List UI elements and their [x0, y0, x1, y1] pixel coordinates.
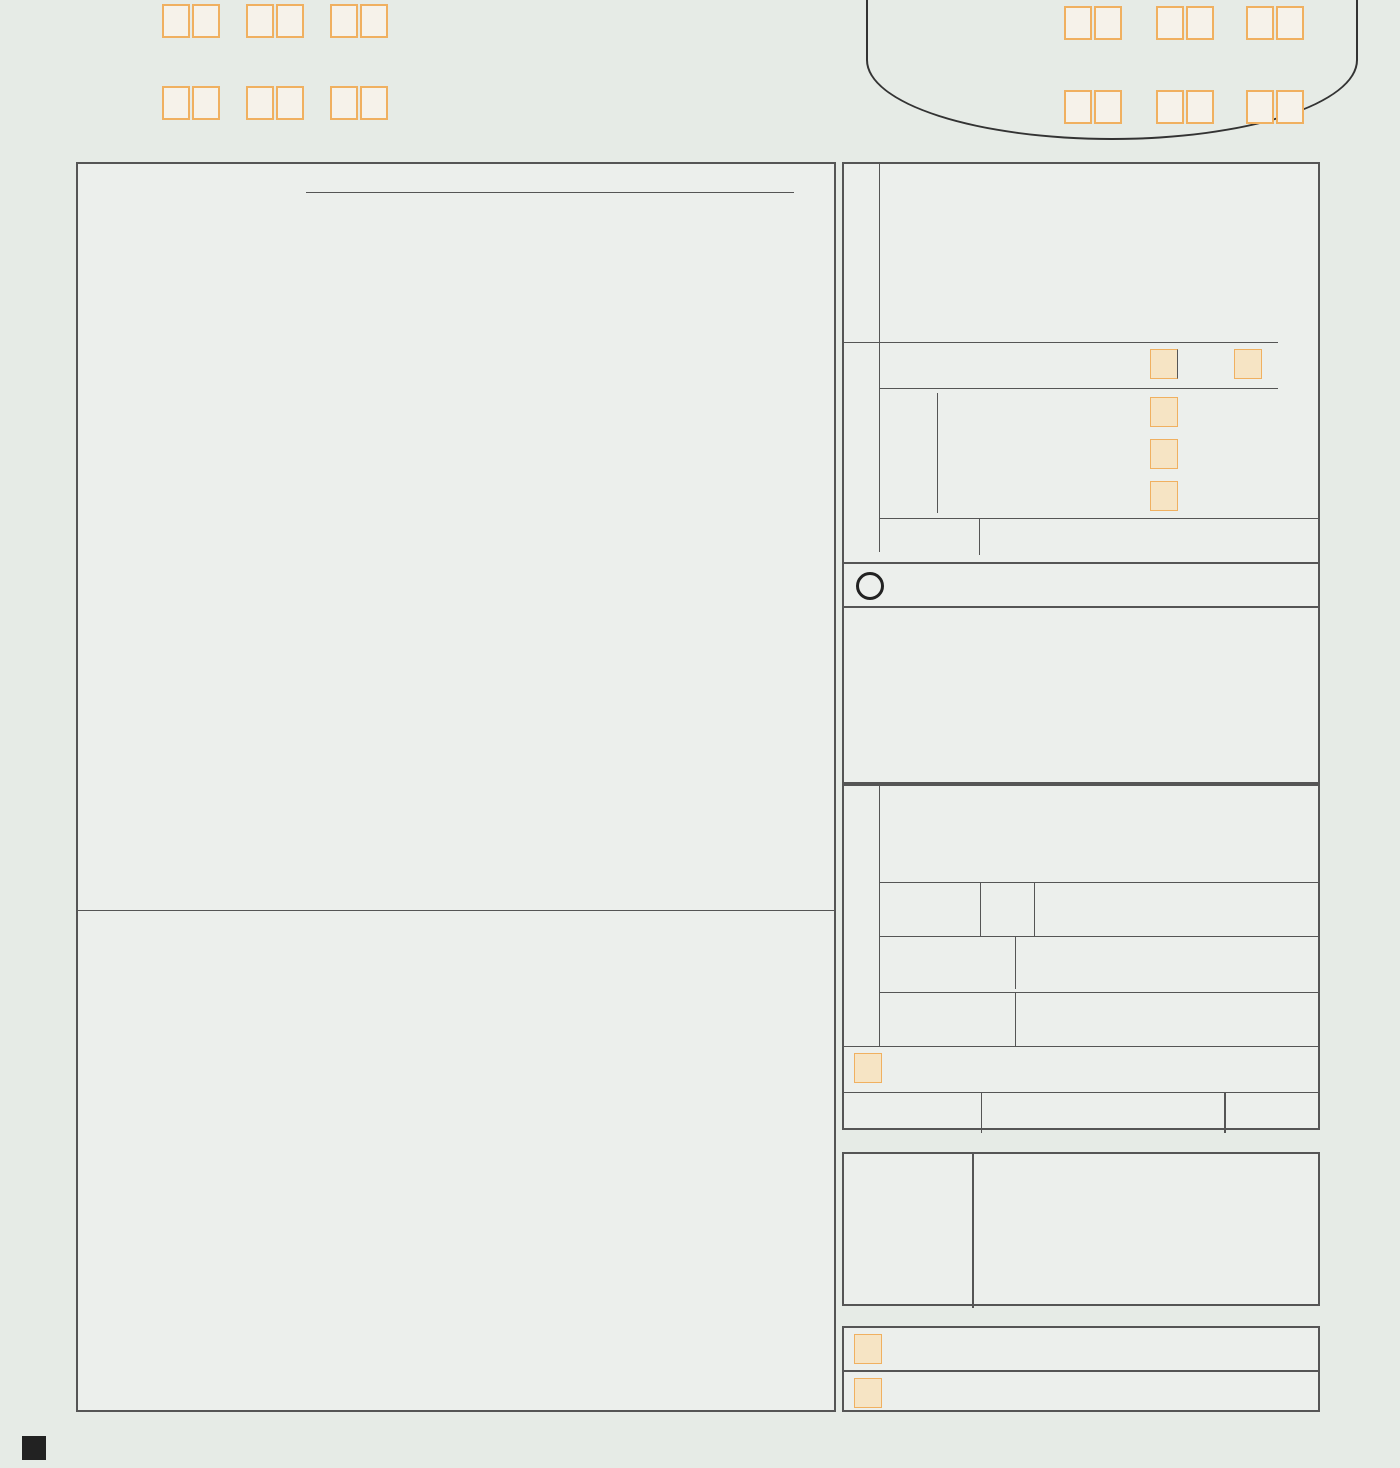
- interim-from-m1[interactable]: [1156, 6, 1184, 40]
- ref-special-checkbox[interactable]: [1150, 349, 1178, 379]
- period-from-day-box2[interactable]: [360, 4, 388, 38]
- bank-public-box[interactable]: [854, 1053, 882, 1083]
- period-to-month-box1[interactable]: [246, 86, 274, 120]
- bank-yucho: [882, 937, 1016, 989]
- ref-special-no-box[interactable]: [1234, 349, 1262, 379]
- bank-office-divider: [1224, 1093, 1226, 1133]
- ref-title: [844, 342, 880, 552]
- bank-account[interactable]: [1026, 883, 1035, 937]
- interim-to-d1[interactable]: [1246, 90, 1274, 124]
- ref-method-title: [880, 393, 938, 513]
- bank-public-row: [844, 1046, 1318, 1092]
- ref-special-row: [880, 342, 1278, 388]
- ref-m1-box[interactable]: [1150, 397, 1178, 427]
- interim-from-y1[interactable]: [1064, 6, 1092, 40]
- period-to-year-box1[interactable]: [162, 86, 190, 120]
- period-from-day-box1[interactable]: [330, 4, 358, 38]
- bank-post-row: [880, 992, 1318, 1046]
- period-from-year-box1[interactable]: [162, 4, 190, 38]
- law-divider: [844, 1370, 1318, 1372]
- period-to-day-box1[interactable]: [330, 86, 358, 120]
- ref-base-label: [882, 519, 980, 555]
- interim-from-m2[interactable]: [1186, 6, 1214, 40]
- interim-from: [984, 6, 1334, 42]
- ref-base-row: [880, 518, 1318, 554]
- period-to-month-box2[interactable]: [276, 86, 304, 120]
- twenty-pct-selected-icon[interactable]: [856, 572, 884, 600]
- law-panel: [842, 1326, 1320, 1412]
- period-to-day-box2[interactable]: [360, 86, 388, 120]
- twenty-pct-row: [844, 562, 1318, 606]
- bank-deposit-row: [880, 882, 1318, 936]
- period-from-month-box2[interactable]: [276, 4, 304, 38]
- notes-title: [844, 164, 880, 342]
- period-from-year-box2[interactable]: [192, 4, 220, 38]
- period-from: [78, 4, 418, 42]
- period-from-month-box1[interactable]: [246, 4, 274, 38]
- bank-post: [884, 993, 1016, 1047]
- digit-header: [306, 192, 794, 208]
- accountant-divider: [972, 1154, 974, 1308]
- ref-method: [880, 388, 1278, 518]
- bank-side-label: [844, 786, 880, 1046]
- bank-yucho-row: [880, 936, 1318, 992]
- corner-mark: [22, 1436, 46, 1460]
- period-to-year-box2[interactable]: [192, 86, 220, 120]
- blank-area: [842, 608, 1320, 784]
- interim-from-y2[interactable]: [1094, 6, 1122, 40]
- interim-to-m1[interactable]: [1156, 90, 1184, 124]
- interim-to: [984, 90, 1334, 126]
- group-kojo: [78, 350, 106, 520]
- bank-office-label: [848, 1093, 982, 1133]
- law33-box[interactable]: [854, 1378, 882, 1408]
- bank-office-row: [844, 1092, 1318, 1132]
- bank-panel: [842, 784, 1320, 1130]
- interim-to-y1[interactable]: [1064, 90, 1092, 124]
- ref-m2-box[interactable]: [1150, 439, 1178, 469]
- bank-deposit: [974, 883, 981, 937]
- accountant-panel: [842, 1152, 1320, 1306]
- interim-to-y2[interactable]: [1094, 90, 1122, 124]
- section1-title: [78, 164, 834, 192]
- form-title-line2: [446, 70, 576, 98]
- notes-panel: [842, 162, 1320, 608]
- interim-to-m2[interactable]: [1186, 90, 1214, 124]
- group-joto: [80, 1045, 106, 1131]
- consumption-tax-panel: [76, 162, 836, 1412]
- section2-title: [78, 910, 834, 956]
- interim-from-d2[interactable]: [1276, 6, 1304, 40]
- interim-from-d1[interactable]: [1246, 6, 1274, 40]
- ref-m3-box[interactable]: [1150, 481, 1178, 511]
- law30-box[interactable]: [854, 1334, 882, 1364]
- interim-to-d2[interactable]: [1276, 90, 1304, 124]
- period-to: [78, 86, 418, 124]
